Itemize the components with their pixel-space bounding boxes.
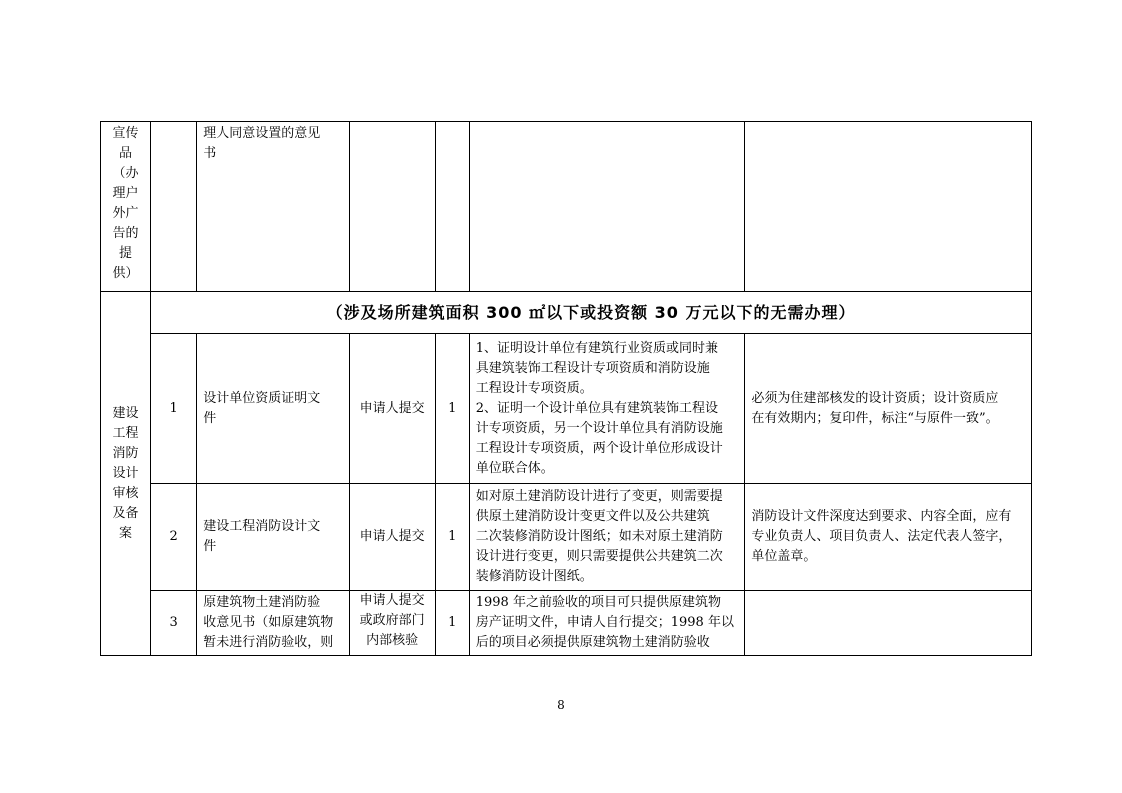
note-cell (745, 122, 1032, 292)
requirement-text: 具建筑装饰工程设计专项资质和消防设施 (475, 360, 710, 376)
seq-cell: 2 (151, 484, 197, 591)
note-text: 消防设计文件深度达到要求、内容全面，应有 (751, 509, 1012, 524)
category-text: 供） (112, 266, 139, 281)
requirement-text: 2、证明一个设计单位具有建筑装饰工程设 (475, 400, 719, 416)
requirement-text: 设计进行变更，则只需要提供公共建筑二次 (475, 549, 723, 564)
source-text: 或政府部门 (359, 613, 425, 628)
material-text: 理人同意设置的意见 (203, 126, 321, 141)
seq-cell: 3 (151, 591, 197, 656)
category-text: 宣传 (112, 126, 139, 141)
requirement-text: 装修消防设计图纸。 (475, 569, 593, 584)
category-text: 外广 (112, 206, 139, 221)
material-cell (197, 484, 349, 591)
source-cell (349, 591, 435, 656)
requirement-text: 后的项目必须提供原建筑物土建消防验收 (475, 635, 710, 650)
note-text: 必须为住建部核发的设计资质；设计资质应 (751, 390, 999, 406)
category-text: （办 (112, 166, 139, 181)
material-text: 件 (203, 539, 217, 554)
material-text: 暂未进行消防验收，则 (203, 635, 334, 650)
source-text: 内部核验 (366, 633, 419, 648)
requirement-text: 1、证明设计单位有建筑行业资质或同时兼 (475, 340, 719, 356)
table-row (101, 334, 1032, 484)
material-cell (197, 591, 349, 656)
note-text: 在有效期内；复印件，标注“与原件一致”。 (751, 410, 999, 426)
material-cell (197, 122, 349, 292)
table-row (101, 484, 1032, 591)
page-number: 8 (557, 698, 565, 712)
exemption-notice: （涉及场所建筑面积 300 ㎡以下或投资额 30 万元以下的无需办理） (151, 292, 1032, 334)
category-text: 建设 (112, 405, 139, 421)
category-text: 告的 (112, 226, 139, 241)
category-text: 消防 (112, 445, 139, 461)
note-cell (745, 591, 1032, 656)
category-text: 理户 (112, 186, 139, 201)
copies-cell: 1 (435, 334, 469, 484)
category-text: 审核 (112, 485, 139, 501)
source-cell (349, 122, 435, 292)
requirement-text: 供原土建消防设计变更文件以及公共建筑 (475, 509, 710, 524)
table-row (101, 292, 1032, 334)
copies-cell: 1 (435, 591, 469, 656)
material-text: 建设工程消防设计文 (203, 519, 321, 534)
requirement-text: 单位联合体。 (475, 460, 554, 476)
source-text: 申请人提交 (359, 400, 425, 416)
material-text: 设计单位资质证明文 (203, 390, 321, 406)
category-text: 工程 (112, 425, 139, 441)
material-text: 原建筑物土建消防验 (203, 595, 321, 610)
source-text: 申请人提交 (359, 593, 425, 608)
requirement-text: 房产证明文件，申请人自行提交；1998 年以 (475, 615, 734, 630)
table-row (101, 591, 1032, 656)
requirement-text: 工程设计专项资质。 (475, 380, 593, 396)
note-cell (745, 484, 1032, 591)
category-text: 设计 (112, 465, 139, 481)
category-text: 案 (119, 525, 133, 541)
materials-table (100, 121, 1032, 656)
requirement-cell (469, 484, 745, 591)
table-row (101, 122, 1032, 292)
seq-cell (151, 122, 197, 292)
source-cell (349, 484, 435, 591)
category-text: 提 (119, 246, 133, 261)
requirement-cell (469, 122, 745, 292)
copies-cell: 1 (435, 484, 469, 591)
note-cell (745, 334, 1032, 484)
seq-cell: 1 (151, 334, 197, 484)
category-text: 及备 (112, 505, 139, 521)
category-cell (101, 292, 151, 656)
material-text: 收意见书（如原建筑物 (203, 615, 334, 630)
requirement-text: 1998 年之前验收的项目可只提供原建筑物 (475, 595, 721, 610)
material-text: 书 (203, 146, 217, 161)
category-cell (101, 122, 151, 292)
material-cell (197, 334, 349, 484)
requirement-text: 如对原土建消防设计进行了变更，则需要提 (475, 489, 723, 504)
source-text: 申请人提交 (359, 529, 425, 544)
material-text: 件 (203, 410, 217, 426)
requirement-text: 工程设计专项资质，两个设计单位形成设计 (475, 440, 723, 456)
requirement-cell (469, 591, 745, 656)
note-text: 单位盖章。 (751, 549, 817, 564)
requirement-text: 计专项资质，另一个设计单位具有消防设施 (475, 420, 723, 436)
source-cell (349, 334, 435, 484)
requirement-text: 二次装修消防设计图纸；如未对原土建消防 (475, 529, 723, 544)
note-text: 专业负责人、项目负责人、法定代表人签字， (751, 529, 1012, 544)
category-text: 品 (119, 146, 133, 161)
requirement-cell (469, 334, 745, 484)
copies-cell (435, 122, 469, 292)
